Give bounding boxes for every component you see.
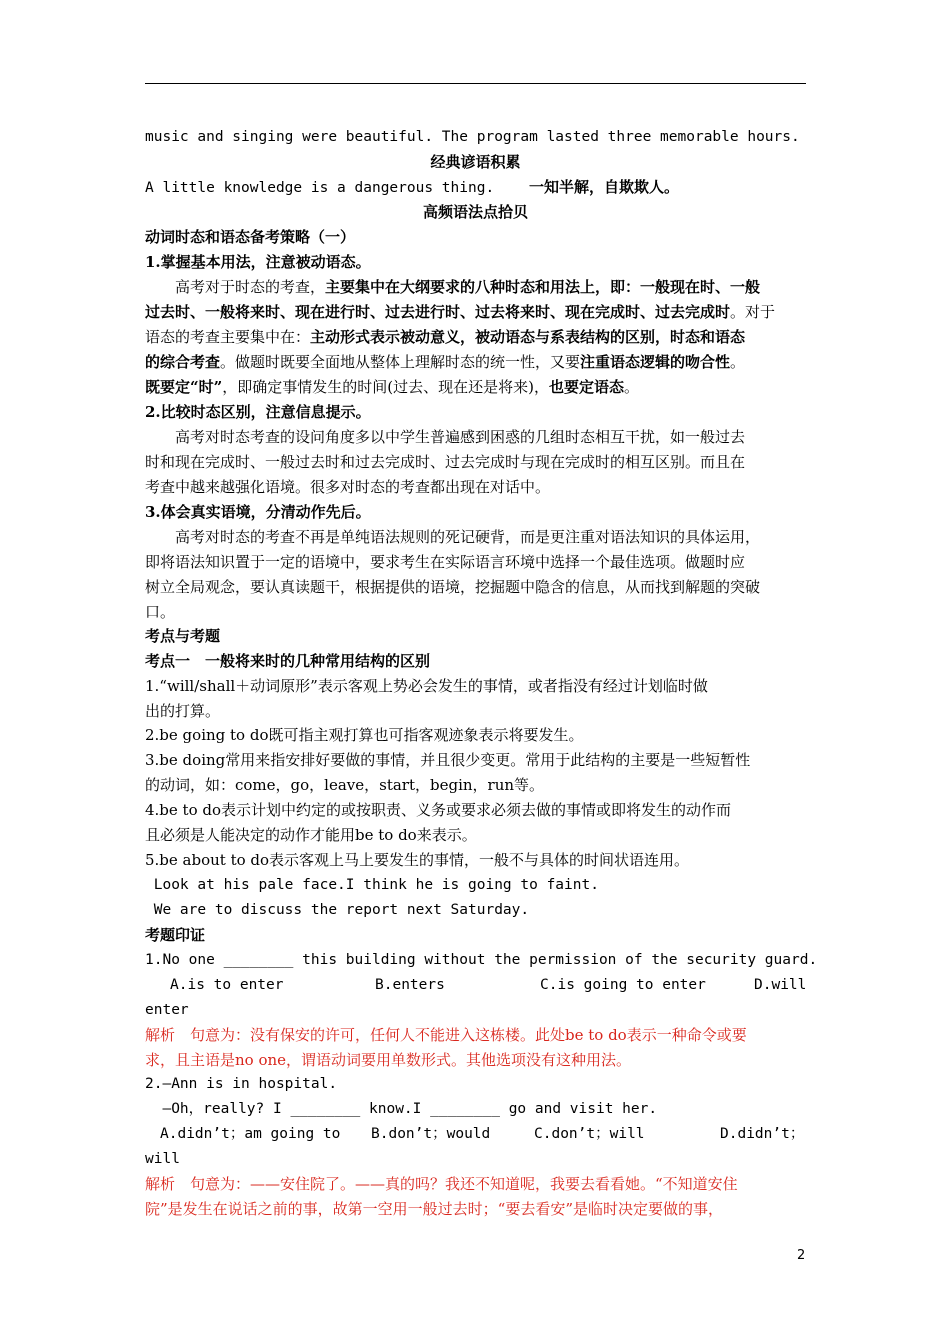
question-2-line: —Oh，really? I ________ know.I ________ go and visit her.	[145, 1101, 658, 1117]
header-rule	[145, 83, 806, 84]
text-span: 高考对于时态的考查，	[175, 278, 326, 296]
section-title-proverbs: 经典谚语积累	[430, 153, 521, 171]
bold-span: 过去时、一般将来时、现在进行时、过去进行时、过去将来时、现在完成时、过去完成时	[145, 303, 731, 321]
paragraph-line: 时和现在完成时、一般过去时和过去完成时、过去完成时与现在完成时的相互区别。而且在	[145, 453, 746, 471]
bold-span: 也要定语态	[548, 378, 624, 396]
example-sentence: We are to discuss the report next Saturday.	[145, 902, 530, 918]
point3-title: 3.体会真实语境，分清动作先后。	[145, 503, 371, 521]
paragraph-line: 树立全局观念，要认真读题干，根据提供的语境，挖掘题中隐含的信息，从而找到解题的突破	[145, 578, 761, 596]
question-1-stem: 1.No one ________ this building without the permission of the security guard.	[145, 952, 818, 968]
bold-span: 既要定“时”	[145, 378, 223, 396]
rule-line: 5.be about to do表示客观上马上要发生的事情，一般不与具体的时间状语连用。	[145, 851, 690, 869]
point1-title: 1.掌握基本用法，注意被动语态。	[145, 253, 371, 271]
paragraph-line: 高考对时态考查的设问角度多以中学生普遍感到困惑的几组时态相互干扰，如一般过去	[175, 428, 746, 446]
answer-analysis: 解析 句意为：没有保安的许可，任何人不能进入这栋楼。此处be to do表示一种命令或要	[145, 1026, 747, 1044]
option-b: B.don’t；would	[371, 1126, 491, 1142]
rule-line: 4.be to do表示计划中约定的或按职责、义务或要求必须去做的事情或即将发生的动作而	[145, 801, 732, 819]
option-d-wrap: enter	[145, 1002, 189, 1018]
option-c: C.is going to enter	[540, 977, 706, 993]
rule-line: 且必须是人能决定的动作才能用be to do来表示。	[145, 826, 477, 844]
proverb-line	[145, 177, 810, 198]
bold-span: 主要集中在大纲要求的八种时态和用法上，即：一般现在时、一般	[325, 278, 761, 296]
text-span: 。对于	[730, 303, 776, 321]
rule-line: 3.be doing常用来指安排好要做的事情，并且很少变更。常用于此结构的主要是一些短暂性	[145, 751, 751, 769]
point2-title: 2.比较时态区别，注意信息提示。	[145, 403, 371, 421]
option-d-wrap: will	[145, 1151, 180, 1167]
option-c: C.don’t；will	[534, 1126, 645, 1142]
paragraph-line	[145, 302, 810, 322]
proverb-en: A little knowledge is a dangerous thing.	[145, 180, 495, 196]
kaodian-title: 考点与考题	[145, 627, 221, 645]
answer-analysis: 求，且主语是no one，谓语动词要用单数形式。其他选项没有这种用法。	[145, 1051, 632, 1069]
text-span: 。	[730, 353, 746, 371]
rule-line: 2.be going to do既可指主观打算也可指客观迹象表示将要发生。	[145, 726, 584, 744]
page-number: 2	[797, 1248, 806, 1263]
text-span: 语态的考查主要集中在：	[145, 328, 311, 346]
text-span: 。做题时既要全面地从整体上理解时态的统一性，又要	[220, 353, 581, 371]
answer-analysis: 解析 句意为：——安住院了。——真的吗？我还不知道呢，我要去看看她。“不知道安住	[145, 1175, 738, 1193]
text-span: 。	[624, 378, 640, 396]
paragraph-line	[145, 352, 810, 372]
text-span: ，即确定事情发生的时间(过去、现在还是将来)，	[222, 378, 549, 396]
option-d: D.didn’t；	[720, 1126, 805, 1142]
example-sentence: Look at his pale face.I think he is going to faint.	[145, 877, 599, 893]
question-2-stem: 2.—Ann is in hospital.	[145, 1076, 338, 1092]
paragraph-line: 口。	[145, 603, 176, 621]
bold-span: 注重语态逻辑的吻合性	[580, 353, 731, 371]
paragraph-line: 考查中越来越强化语境。很多对时态的考查都出现在对话中。	[145, 478, 551, 496]
main-heading: 动词时态和语态备考策略（一）	[145, 228, 356, 246]
paragraph-line	[145, 377, 810, 397]
bold-span: 主动形式表示被动意义，被动语态与系表结构的区别，时态和语态	[310, 328, 746, 346]
kaodian1-title: 考点一 一般将来时的几种常用结构的区别	[145, 652, 431, 670]
paragraph-line	[145, 277, 810, 297]
answer-analysis: 院”是发生在说话之前的事，故第一空用一般过去时；“要去看安”是临时决定要做的事，	[145, 1200, 724, 1218]
paragraph-line	[145, 327, 810, 347]
text-line: music and singing were beautiful. The program lasted three memorable hours.	[145, 129, 800, 145]
option-a: A.is to enter	[170, 977, 284, 993]
rule-line: 1.“will/shall＋动词原形”表示客观上势必会发生的事情，或者指没有经过计划临时做	[145, 677, 708, 695]
option-d: D.will	[754, 977, 807, 993]
kaoti-title: 考题印证	[145, 926, 206, 944]
proverb-cn: 一知半解，自欺欺人。	[529, 178, 680, 196]
section-title-grammar: 高频语法点拾贝	[422, 203, 528, 221]
rule-line: 的动词，如：come，go，leave，start，begin，run等。	[145, 776, 545, 794]
bold-span: 的综合考查	[145, 353, 221, 371]
paragraph-line: 高考对时态的考查不再是单纯语法规则的死记硬背，而是更注重对语法知识的具体运用，	[175, 528, 761, 546]
rule-line: 出的打算。	[145, 702, 221, 720]
option-b: B.enters	[375, 977, 445, 993]
paragraph-line: 即将语法知识置于一定的语境中，要求考生在实际语言环境中选择一个最佳选项。做题时应	[145, 553, 746, 571]
option-a: A.didn’t；am going to	[160, 1126, 341, 1142]
